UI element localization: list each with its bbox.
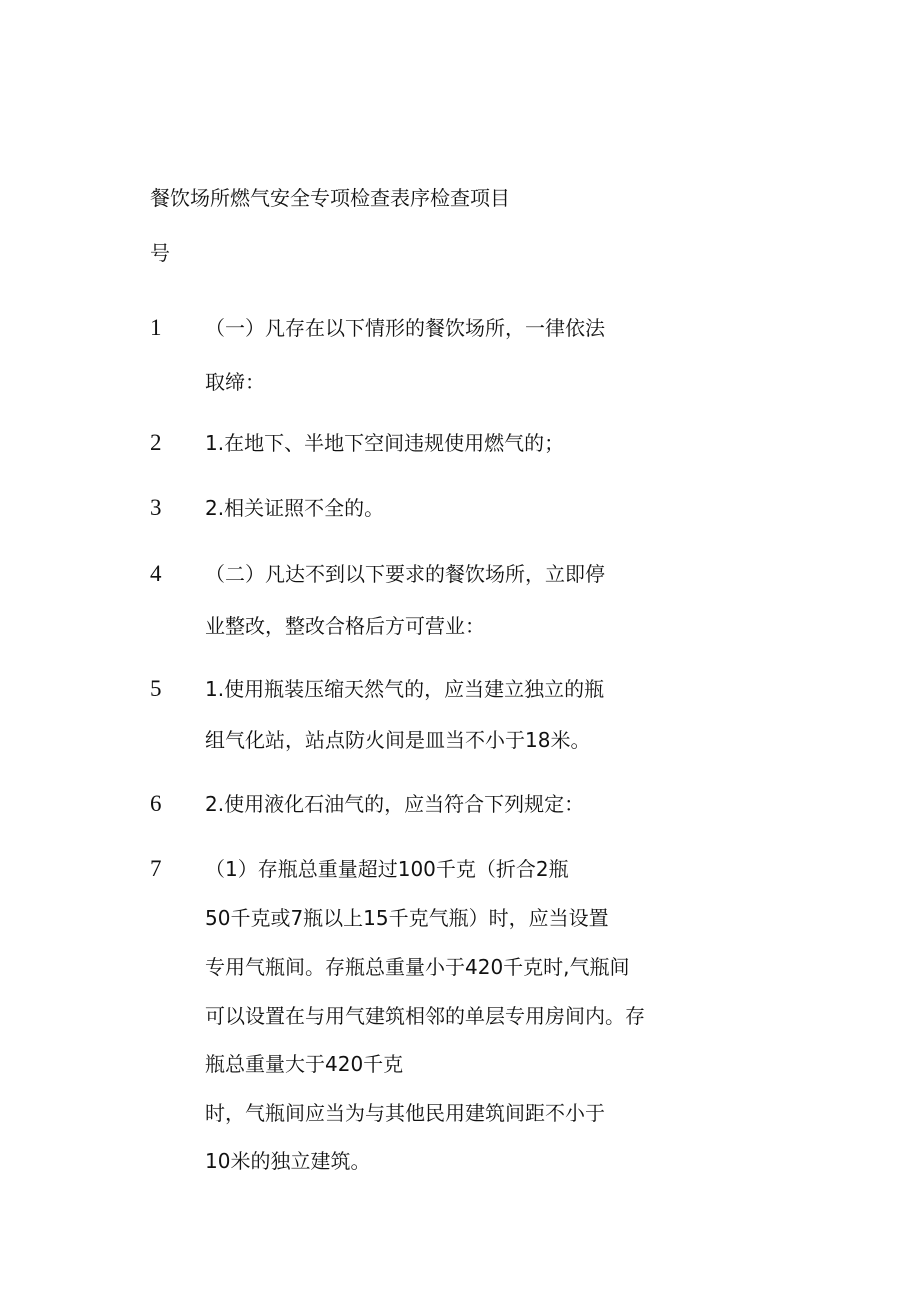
item-number: 7 xyxy=(150,856,162,881)
item-text: 2.相关证照不全的。 xyxy=(205,496,385,520)
item-text: 1.在地下、半地下空间违规使用燃气的； xyxy=(205,431,565,455)
item-text: 1.使用瓶装压缩天然气的，应当建立独立的瓶 xyxy=(205,677,605,701)
item-text: （一）凡存在以下情形的餐饮场所，一律依法 xyxy=(205,316,605,340)
item-number: 5 xyxy=(150,676,162,701)
item-text: 瓶总重量大于420千克 xyxy=(205,1052,404,1076)
item-text: 取缔： xyxy=(205,370,265,394)
header-number-label: 号 xyxy=(150,241,170,265)
item-text: 可以设置在与用气建筑相邻的单层专用房间内。存 xyxy=(205,1004,645,1028)
item-text: 50千克或7瓶以上15千克气瓶）时，应当设置 xyxy=(205,906,609,930)
item-text: 2.使用液化石油气的，应当符合下列规定： xyxy=(205,792,585,816)
item-number: 2 xyxy=(150,430,162,455)
item-number: 1 xyxy=(150,315,162,340)
item-text: 时，气瓶间应当为与其他民用建筑间距不小于 xyxy=(205,1101,605,1125)
document-title: 餐饮场所燃气安全专项检查表序检查项目 xyxy=(150,186,510,210)
item-text: （二）凡达不到以下要求的餐饮场所，立即停 xyxy=(205,562,605,586)
item-text: 10米的独立建筑。 xyxy=(205,1149,371,1173)
item-number: 4 xyxy=(150,561,162,586)
item-text: 专用气瓶间。存瓶总重量小于420千克时,气瓶间 xyxy=(205,955,630,979)
item-text: 组气化站，站点防火间是皿当不小于18米。 xyxy=(205,728,591,752)
item-text: （1）存瓶总重量超过100千克（折合2瓶 xyxy=(205,857,569,881)
item-text: 业整改，整改合格后方可营业： xyxy=(205,614,485,638)
item-number: 6 xyxy=(150,791,162,816)
item-number: 3 xyxy=(150,495,162,520)
